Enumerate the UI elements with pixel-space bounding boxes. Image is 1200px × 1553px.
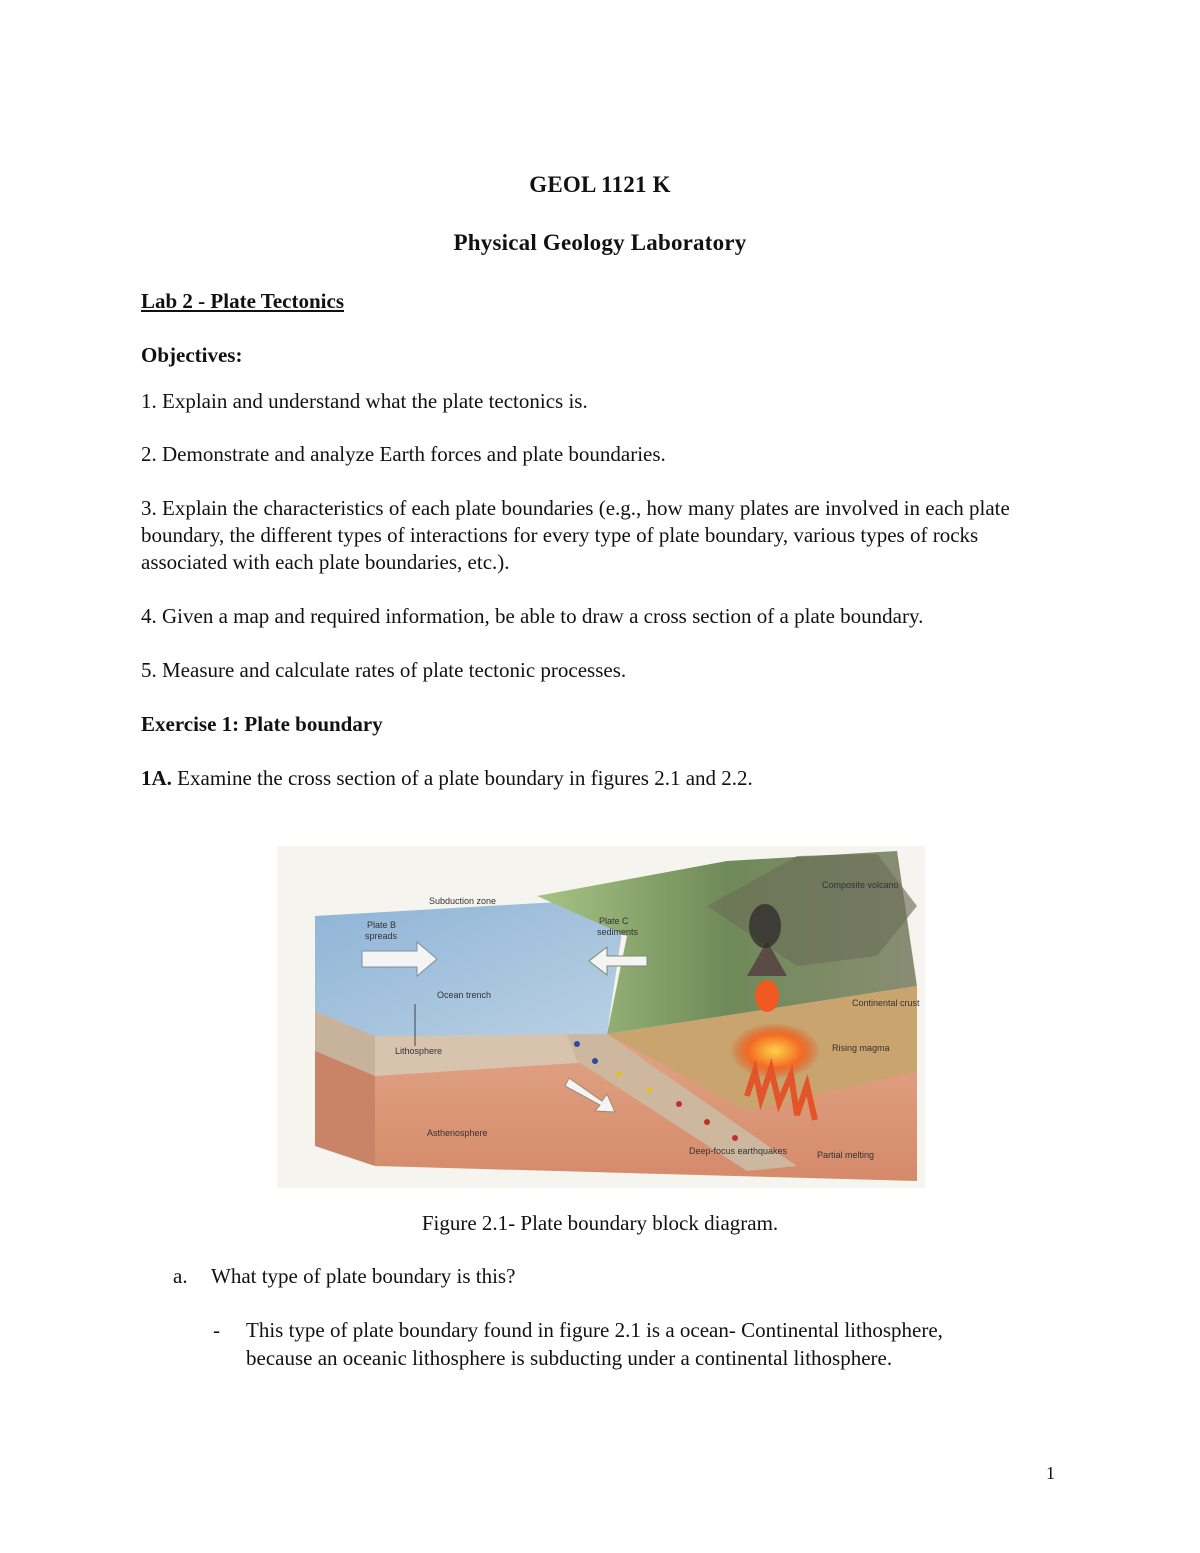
label-ocean-trench: Ocean trench bbox=[437, 990, 492, 1000]
volcanic-plume bbox=[749, 904, 781, 948]
objective-item: 2. Demonstrate and analyze Earth forces and plate boundaries. bbox=[141, 442, 666, 466]
label-partial-melting: Partial melting bbox=[817, 1150, 875, 1160]
rising-magma bbox=[730, 1023, 820, 1079]
answer-marker: - bbox=[213, 1318, 220, 1342]
lab-title: Lab 2 - Plate Tectonics bbox=[141, 289, 344, 313]
question-text: What type of plate boundary is this? bbox=[211, 1264, 516, 1288]
answer-line-1: This type of plate boundary found in figure 2.1 is a ocean- Continental lithosphere, bbox=[246, 1318, 943, 1342]
objectives-heading: Objectives: bbox=[141, 343, 243, 367]
earthquake-focus bbox=[574, 1041, 580, 1047]
course-code: GEOL 1121 K bbox=[529, 172, 671, 197]
earthquake-focus bbox=[646, 1087, 652, 1093]
label-plate-b-sub: sediments bbox=[597, 927, 639, 937]
earthquake-focus bbox=[704, 1119, 710, 1125]
label-plate-b: Plate C bbox=[599, 916, 629, 926]
objective-item: 4. Given a map and required information, be able to draw a cross section of a plate boundary. bbox=[141, 604, 924, 628]
figure-caption: Figure 2.1- Plate boundary block diagram. bbox=[421, 1211, 779, 1235]
label-plate-a-sub: spreads bbox=[365, 931, 398, 941]
exercise-part-1a bbox=[141, 765, 753, 792]
page-number: 1 bbox=[1046, 1463, 1055, 1483]
label-plate-a: Plate B bbox=[367, 920, 397, 930]
earthquake-focus bbox=[676, 1101, 682, 1107]
label-rising-magma: Rising magma bbox=[832, 1043, 890, 1053]
question-marker: a. bbox=[173, 1264, 188, 1288]
objective-item: 5. Measure and calculate rates of plate tectonic processes. bbox=[141, 658, 627, 682]
course-title: Physical Geology Laboratory bbox=[453, 230, 747, 255]
label-continental-crust: Continental crust bbox=[852, 998, 920, 1008]
earthquake-focus bbox=[732, 1135, 738, 1141]
label-subduction-zone: Subduction zone bbox=[429, 896, 497, 906]
part-text: Examine the cross section of a plate boundary in figures 2.1 and 2.2. bbox=[171, 766, 753, 790]
objective-item: 3. Explain the characteristics of each plate boundaries (e.g., how many plates are involved in each plate boundary, the different types of interactions for every type of plate boundary, various types of rocks associated with each plate boundaries, etc.). bbox=[141, 496, 1010, 574]
magma-chamber bbox=[755, 980, 779, 1012]
block-diagram-illustration bbox=[277, 846, 925, 1188]
answer-line-2: because an oceanic lithosphere is subducting under a continental lithosphere. bbox=[246, 1346, 893, 1370]
label-lithosphere: Lithosphere bbox=[395, 1046, 443, 1056]
part-label: 1A. bbox=[141, 766, 172, 790]
label-asthenosphere: Asthenosphere bbox=[427, 1128, 488, 1138]
earthquake-focus bbox=[616, 1071, 622, 1077]
label-deep-focus: Deep-focus earthquakes bbox=[689, 1146, 788, 1156]
label-composite-volcano: Composite volcano bbox=[822, 880, 899, 890]
exercise-heading: Exercise 1: Plate boundary bbox=[141, 712, 383, 736]
plate-boundary-figure bbox=[277, 846, 925, 1188]
objective-item: 1. Explain and understand what the plate tectonics is. bbox=[141, 389, 588, 413]
earthquake-focus bbox=[592, 1058, 598, 1064]
